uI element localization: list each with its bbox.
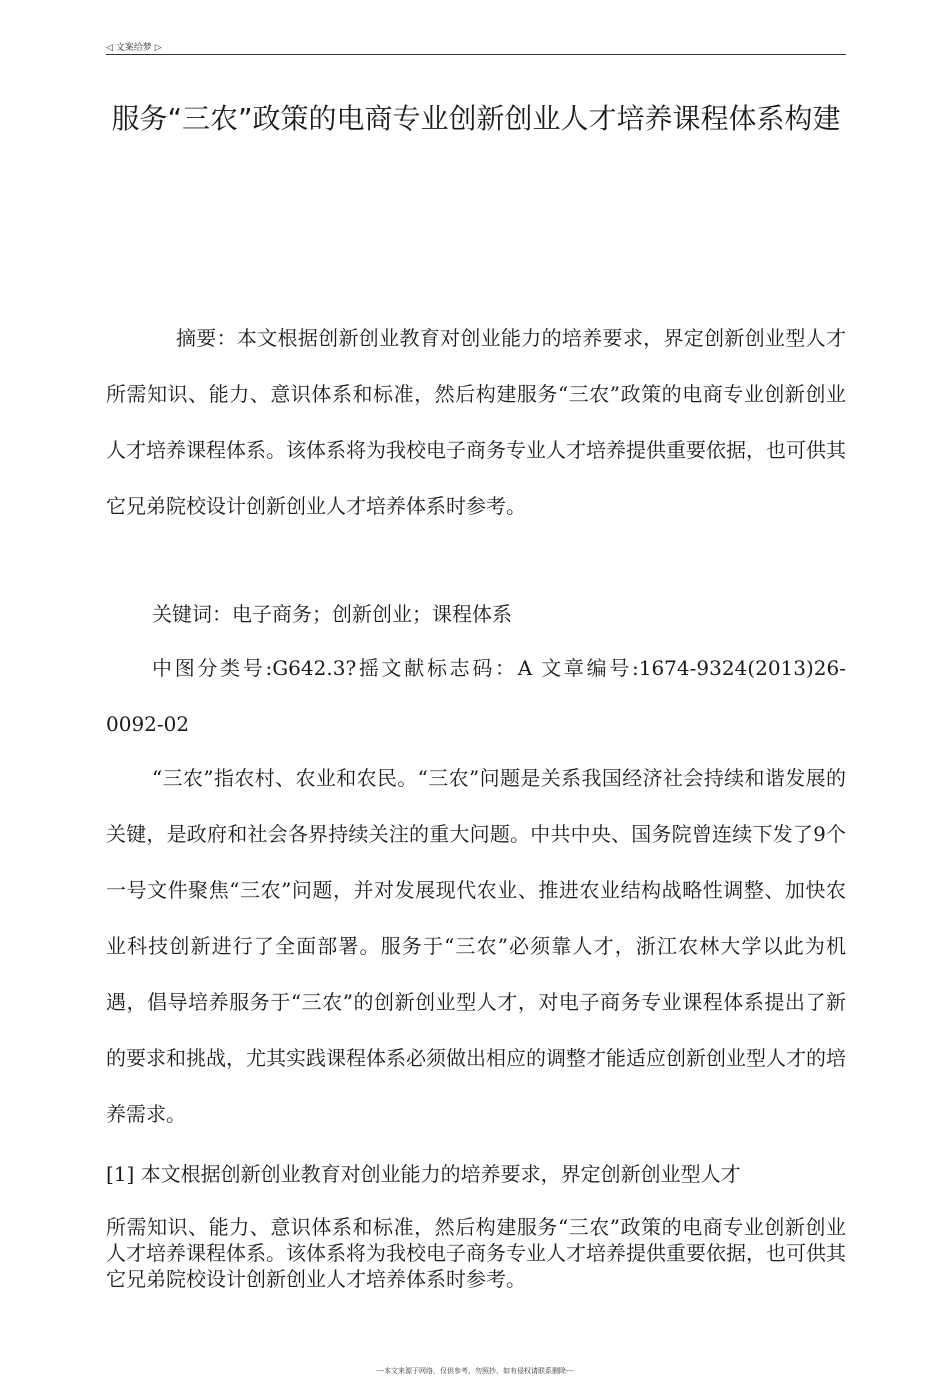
page-footer: ---本文来源于网络，仅供参考，勿照抄，如有侵权请联系删除--- xyxy=(376,1367,574,1375)
document-title: 服务“三农”政策的电商专业创新创业人才培养课程体系构建 xyxy=(111,102,841,135)
reference-line-1: [1] 本文根据创新创业教育对创业能力的培养要求，界定创新创业型人才 xyxy=(106,1162,741,1186)
abstract-paragraph: 摘要：本文根据创新创业教育对创业能力的培养要求，界定创新创业型人才所需知识、能力、意识体系和标准，然后构建服务“三农”政策的电商专业创新创业人才培养课程体系。该体系将为我校电子商务专业人才培养提供重要依据，也可供其它兄弟院校设计创新创业人才培养体系时参考。 xyxy=(106,326,846,518)
header-label: 文案给梦 xyxy=(115,43,152,53)
page-header xyxy=(106,40,846,55)
intro-paragraph: “三农”指农村、农业和农民。“三农”问题是关系我国经济社会持续和谐发展的关键，是政府和社会各界持续关注的重大问题。中共中央、国务院曾连续下发了9个一号文件聚焦“三农”问题，并对发展现代农业、推进农业结构战略性调整、加快农业科技创新进行了全面部署。服务于“三农”必须靠人才，浙江农林大学以此为机遇，倡导培养服务于“三农”的创新创业型人才，对电子商务专业课程体系提出了新的要求和挑战，尤其实践课程体系必须做出相应的调整才能适应创新创业型人才的培养需求。 xyxy=(106,766,846,1126)
reference-paragraph: 所需知识、能力、意识体系和标准，然后构建服务“三农”政策的电商专业创新创业人才培养课程体系。该体系将为我校电子商务专业人才培养提供重要依据，也可供其它兄弟院校设计创新创业人才培养体系时参考。 xyxy=(106,1215,846,1291)
classification-line: 中图分类号:G642.3?摇文献标志码：A 文章编号:1674-9324(2013)26-0092-02 xyxy=(106,656,846,736)
left-triangle-icon: ◁ xyxy=(106,43,113,53)
keywords-line: 关键词：电子商务；创新创业；课程体系 xyxy=(152,602,512,626)
right-triangle-icon: ▷ xyxy=(154,43,162,53)
